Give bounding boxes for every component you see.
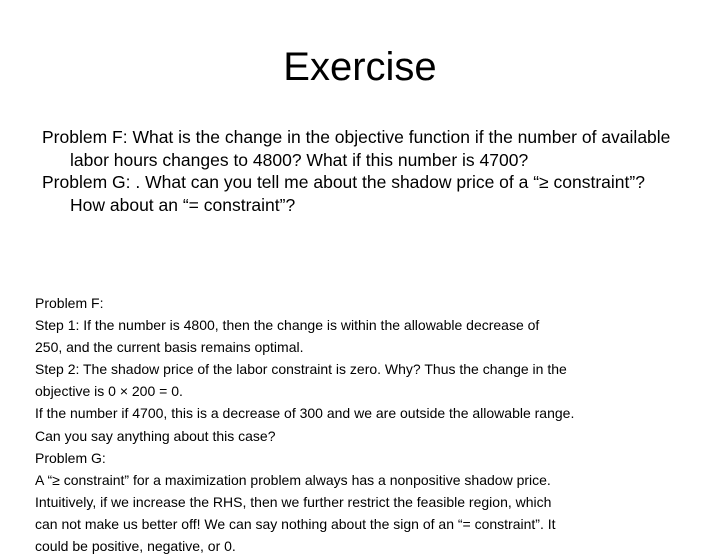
slide-title: Exercise <box>283 45 437 89</box>
question-item-f: Problem F: What is the change in the objective function if the number of available labor hours changes to 4800? What if this number is 4700? <box>42 127 671 170</box>
answer-line: Problem G: <box>35 449 106 466</box>
answer-line: If the number if 4700, this is a decrease of 300 and we are outside the allowable range. <box>35 405 575 422</box>
answer-text <box>35 292 695 557</box>
answer-line: objective is 0 × 200 = 0. <box>35 383 183 400</box>
answer-line: Problem F: <box>35 295 104 311</box>
question-list <box>42 126 682 216</box>
answer-line: Step 2: The shadow price of the labor constraint is zero. Why? Thus the change in the <box>35 361 567 378</box>
answer-line: Intuitively, if we increase the RHS, then we further restrict the feasible region, which <box>35 493 552 510</box>
question-item-g: Problem G: . What can you tell me about the shadow price of a “≥ constraint”? How about an “= constraint”? <box>42 172 645 215</box>
answer-line: Step 1: If the number is 4800, then the change is within the allowable decrease of <box>35 317 540 334</box>
answer-line: A “≥ constraint” for a maximization problem always has a nonpositive shadow price. <box>35 471 551 488</box>
answer-line: can not make us better off! We can say nothing about the sign of an “= constraint”. It <box>35 515 556 532</box>
answer-line: could be positive, negative, or 0. <box>35 538 236 555</box>
answer-line: 250, and the current basis remains optimal. <box>35 339 304 356</box>
answer-line: Can you say anything about this case? <box>35 427 276 444</box>
